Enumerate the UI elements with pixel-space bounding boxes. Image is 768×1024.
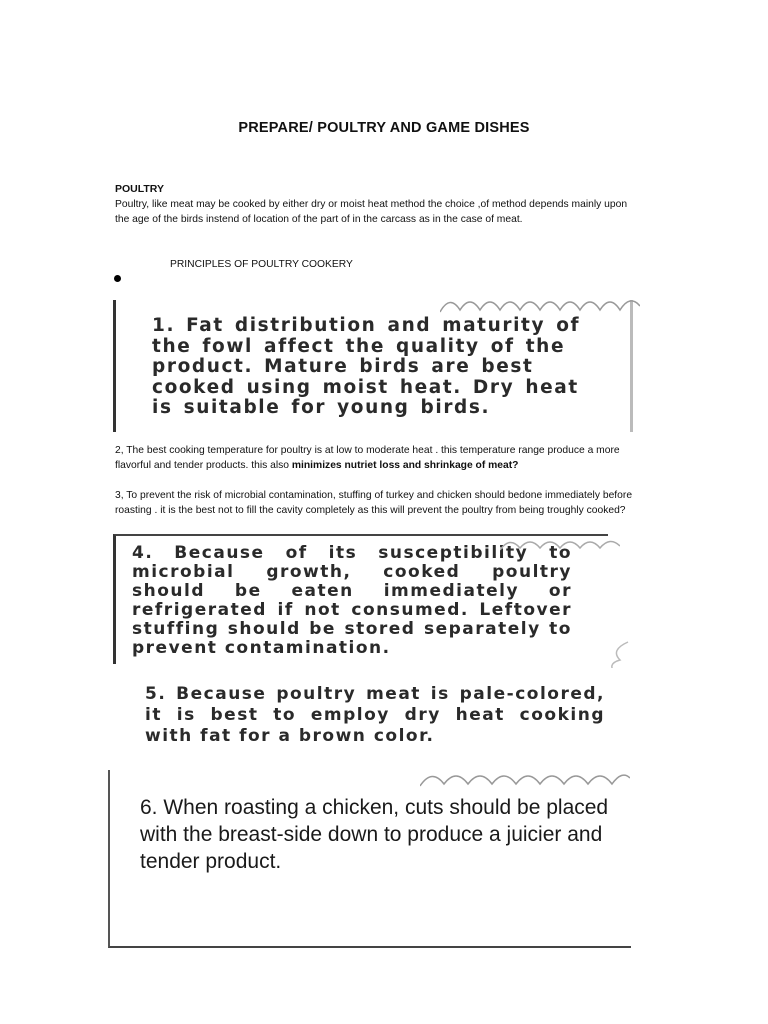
principle-3-paragraph: 3, To prevent the risk of microbial contamination, stuffing of turkey and chicken should bedone immediately before roasting . it is the best not to fill the cavity completely as this will prevent the poultry from being troughly cooked? (115, 490, 633, 516)
principle-5-panel (113, 668, 620, 770)
scallop-decoration-icon (500, 532, 620, 554)
principle-2-bold-text: minimizes nutriet loss and shrinkage of meat? (291, 460, 519, 471)
principle-1-panel (113, 300, 633, 432)
principle-2-paragraph (115, 443, 635, 473)
principle-1-text: 1. Fat distribution and maturity of the fowl affect the quality of the product. Mature birds are best cooked using moist heat. Dry heat is suitable for young birds. (152, 315, 581, 418)
scallop-decoration-icon (420, 766, 630, 788)
principle-4-text: 4. Because of its susceptibility to microbial growth, cooked poultry should be eaten immediately or refrigerated if not consumed. Leftover stuffing should be stored separately to prevent contamination. (132, 543, 572, 658)
principle-6-panel (108, 770, 631, 948)
scallop-decoration-icon (440, 292, 640, 314)
section-heading-poultry: POULTRY (115, 183, 164, 195)
intro-paragraph: Poultry, like meat may be cooked by either dry or moist heat method the choice ,of method depends mainly upon the age of the birds instend of location of the part of in the carcass as in the case of meat. (115, 199, 628, 225)
principles-heading: PRINCIPLES OF POULTRY COOKERY (170, 259, 353, 270)
page-title: PREPARE/ POULTRY AND GAME DISHES (238, 120, 530, 136)
panel-edge (630, 300, 633, 432)
principle-5-text: 5. Because poultry meat is pale-colored, it is best to employ dry heat cooking with fat for a brown color. (145, 684, 605, 746)
bullet-icon (114, 275, 121, 282)
principle-6-text: 6. When roasting a chicken, cuts should be placed with the breast-side down to produce a juicier and tender product. (140, 796, 609, 873)
principle-2-text: 2, The best cooking temperature for poultry is at low to moderate heat . this temperature range produce a more flavorful and tender products. this also (115, 445, 620, 471)
